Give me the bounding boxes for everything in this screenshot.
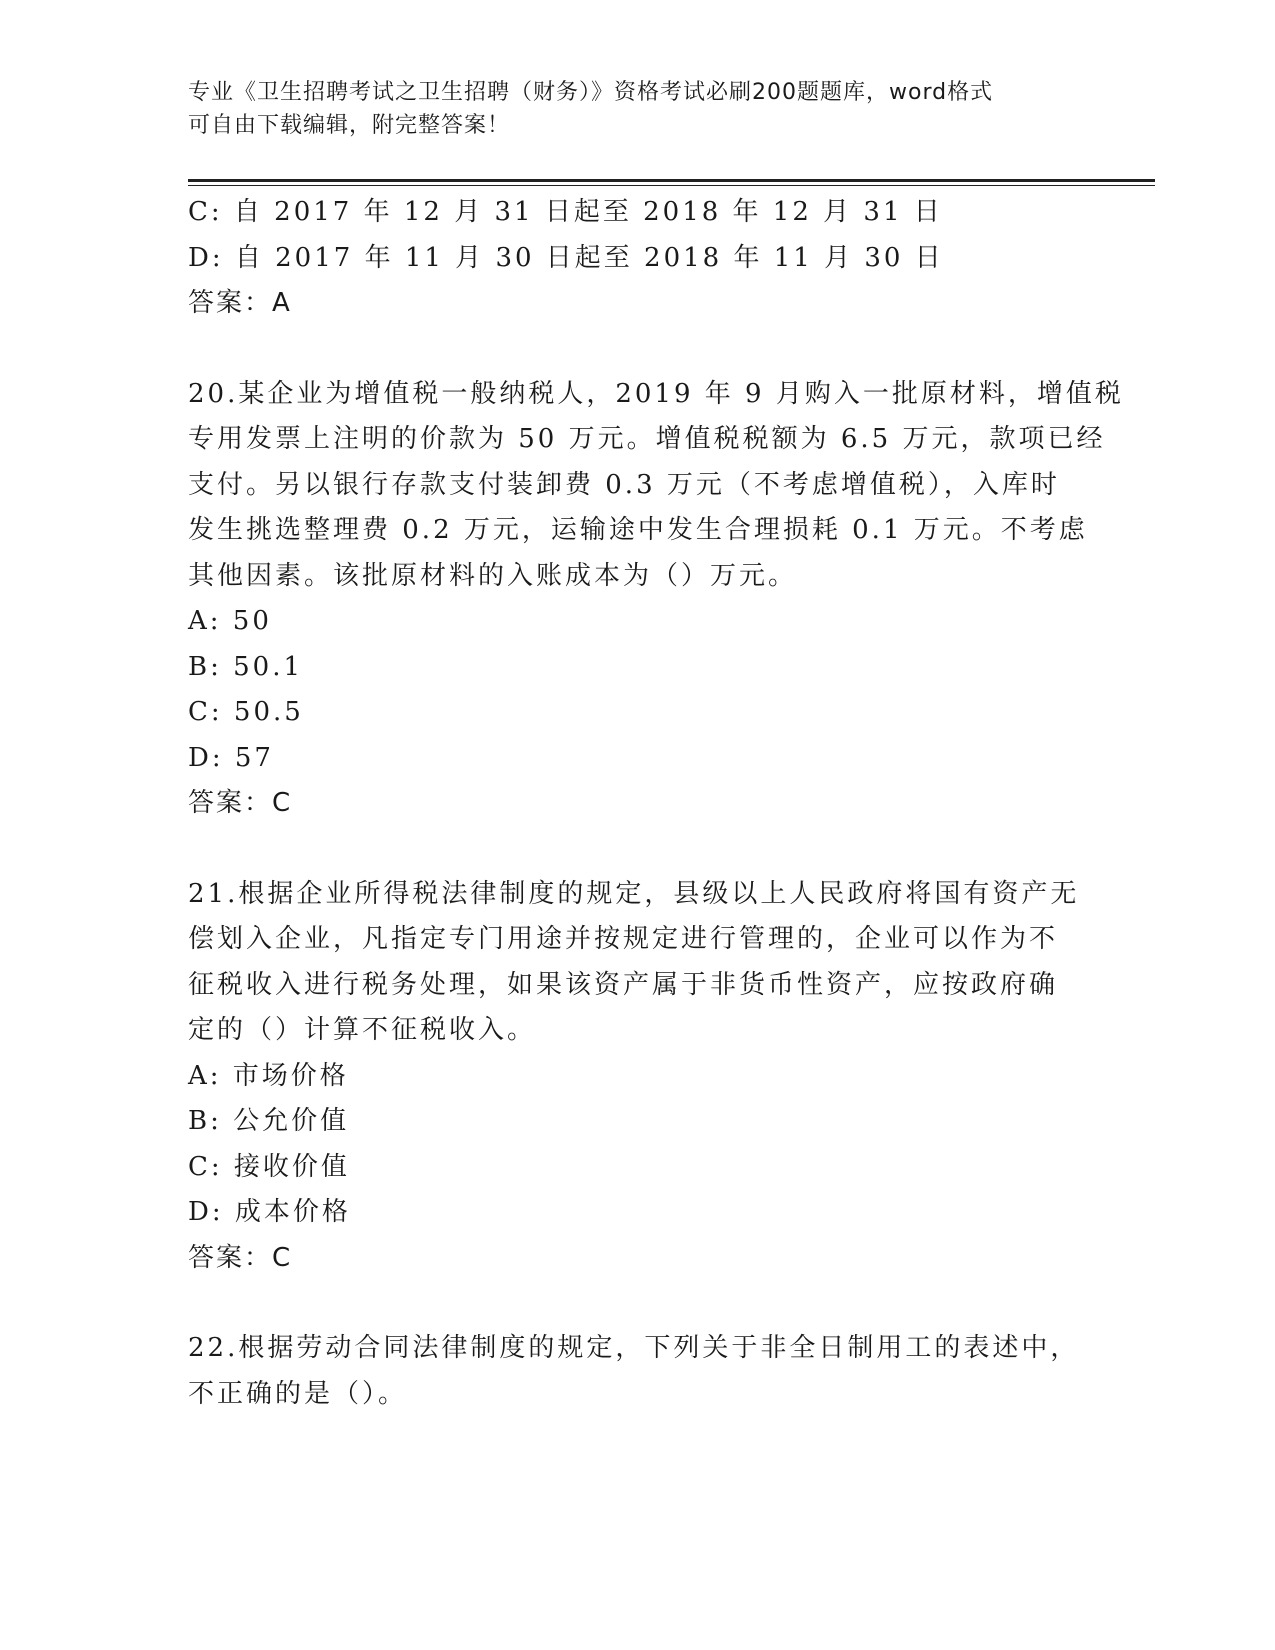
- document-body: [188, 190, 1124, 1417]
- spacer: [188, 827, 1088, 872]
- option-a: A: 50: [188, 606, 272, 636]
- question-19-continuation: [188, 190, 1088, 327]
- spacer: [188, 327, 1088, 372]
- option-d: D: 自 2017 年 11 月 30 日起至 2018 年 11 月 30 日: [188, 242, 944, 273]
- answer-line: 答案：C: [188, 788, 293, 818]
- stem-line: 征税收入进行税务处理，如果该资产属于非货币性资产，应按政府确: [188, 969, 1059, 1000]
- stem-line: 支付。另以银行存款支付装卸费 0.3 万元（不考虑增值税），入库时: [188, 469, 1060, 500]
- option-a: A: 市场价格: [188, 1060, 349, 1091]
- option-b: B: 公允价值: [188, 1106, 350, 1136]
- stem-line: 不正确的是（）。: [188, 1378, 408, 1409]
- stem-line: 专用发票上注明的价款为 50 万元。增值税税额为 6.5 万元，款项已经: [188, 424, 1106, 454]
- question-21: [188, 872, 1088, 1282]
- option-b: B: 50.1: [188, 651, 304, 682]
- spacer: [188, 1281, 1088, 1326]
- document-header: [188, 76, 1088, 142]
- option-d: D: 成本价格: [188, 1197, 351, 1227]
- stem-line: 其他因素。该批原材料的入账成本为（）万元。: [188, 560, 798, 591]
- question-stem: [188, 1326, 1088, 1417]
- option-c: C: 自 2017 年 12 月 31 日起至 2018 年 12 月 31 日: [188, 197, 943, 227]
- option-c: C: 50.5: [188, 697, 304, 727]
- stem-line: 偿划入企业，凡指定专门用途并按规定进行管理的，企业可以作为不: [188, 924, 1059, 954]
- stem-line: 定的（）计算不征税收入。: [188, 1015, 537, 1045]
- answer-line: 答案：A: [188, 288, 292, 318]
- header-title-line-1: 专业《卫生招聘考试之卫生招聘（财务）》资格考试必刷200题题库，word格式: [188, 80, 994, 105]
- header-divider: [188, 179, 1155, 186]
- option-c: C: 接收价值: [188, 1151, 350, 1182]
- question-stem: [188, 372, 1124, 600]
- question-stem: [188, 872, 1088, 1054]
- question-20: [188, 372, 1124, 827]
- option-d: D: 57: [188, 742, 274, 773]
- stem-line: 发生挑选整理费 0.2 万元，运输途中发生合理损耗 0.1 万元。不考虑: [188, 515, 1088, 545]
- answer-line: 答案：C: [188, 1242, 293, 1273]
- stem-line: 22.根据劳动合同法律制度的规定，下列关于非全日制用工的表述中，: [188, 1333, 1080, 1363]
- stem-line: 20.某企业为增值税一般纳税人，2019 年 9 月购入一批原材料，增值税: [188, 378, 1124, 409]
- stem-line: 21.根据企业所得税法律制度的规定，县级以上人民政府将国有资产无: [188, 878, 1080, 909]
- question-22: [188, 1326, 1088, 1417]
- header-title-line-2: 可自由下载编辑，附完整答案！: [188, 113, 511, 138]
